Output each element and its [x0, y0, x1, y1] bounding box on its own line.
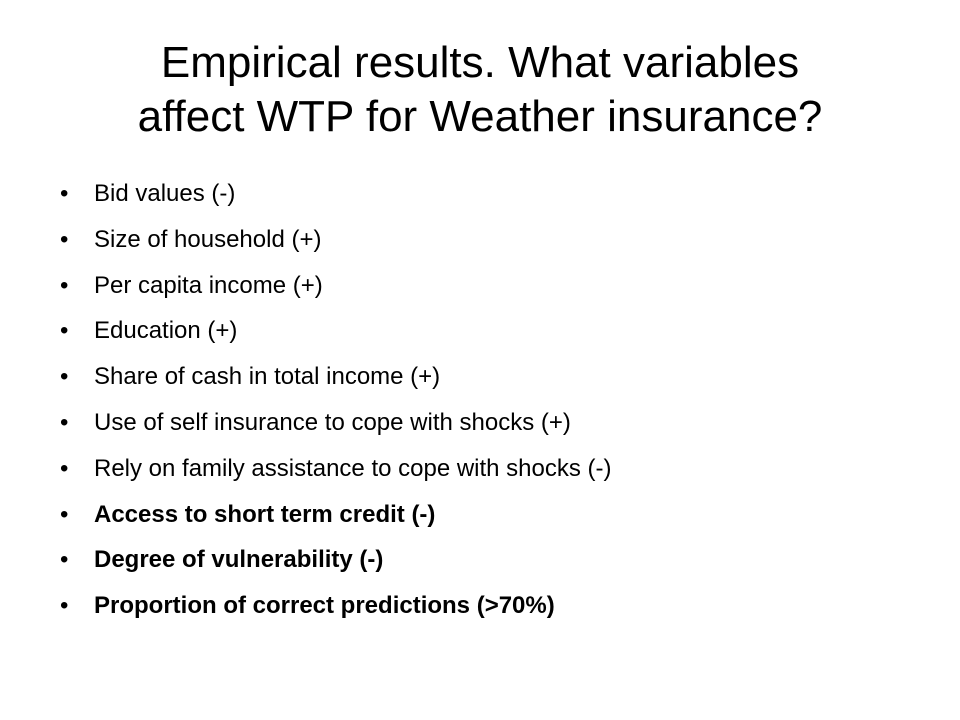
- bullet-item-bid-values: [60, 174, 920, 220]
- bullet-item-correct-predictions: [60, 586, 920, 632]
- bullet-list: [60, 174, 920, 632]
- bullet-text: Access to short term credit (-): [94, 500, 436, 528]
- bullet-text: Proportion of correct predictions (>70%): [94, 592, 555, 620]
- bullet-dot-icon: •: [60, 225, 69, 253]
- bullet-item-cash-share: [60, 357, 920, 403]
- bullet-item-education: [60, 311, 920, 357]
- slide-title: [40, 36, 920, 144]
- bullet-dot-icon: •: [60, 454, 69, 482]
- bullet-dot-icon: •: [60, 592, 69, 620]
- bullet-text: Education (+): [94, 317, 238, 345]
- bullet-dot-icon: •: [60, 180, 69, 207]
- bullet-text: Size of household (+): [94, 225, 322, 253]
- bullet-dot-icon: •: [60, 408, 69, 436]
- bullet-item-vulnerability: [60, 540, 920, 586]
- bullet-text: Use of self insurance to cope with shocks (+): [94, 408, 571, 436]
- slide-title-line-2: affect WTP for Weather insurance?: [137, 92, 823, 141]
- bullet-item-household-size: [60, 220, 920, 266]
- bullet-text: Share of cash in total income (+): [94, 363, 441, 391]
- bullet-dot-icon: •: [60, 546, 69, 574]
- bullet-item-self-insurance: [60, 403, 920, 449]
- bullet-dot-icon: •: [60, 317, 69, 345]
- slide-title-line-1: Empirical results. What variables: [160, 38, 800, 87]
- bullet-text: Degree of vulnerability (-): [94, 546, 384, 574]
- bullet-text: Bid values (-): [94, 180, 236, 207]
- bullet-item-family-assistance: [60, 449, 920, 495]
- bullet-text: Rely on family assistance to cope with shocks (-): [94, 454, 612, 482]
- bullet-dot-icon: •: [60, 500, 69, 528]
- bullet-item-short-term-credit: [60, 495, 920, 541]
- bullet-dot-icon: •: [60, 271, 69, 299]
- bullet-text: Per capita income (+): [94, 271, 323, 299]
- bullet-dot-icon: •: [60, 363, 69, 391]
- bullet-item-per-capita-income: [60, 266, 920, 312]
